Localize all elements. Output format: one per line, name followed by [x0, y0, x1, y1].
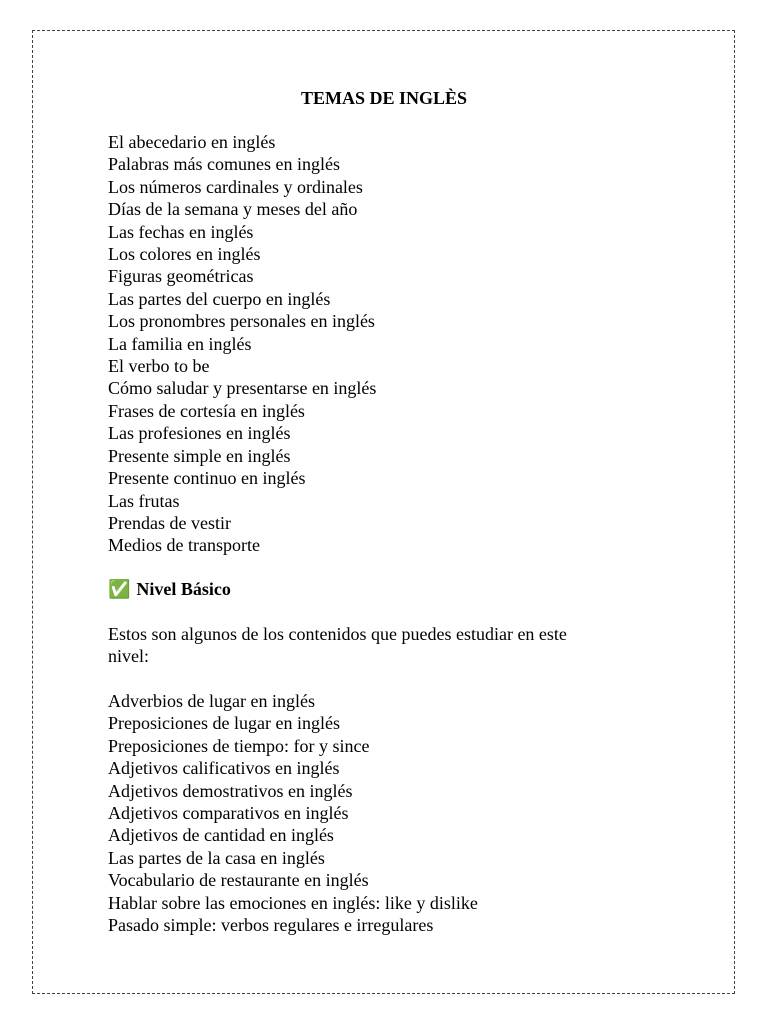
level-heading	[108, 578, 668, 600]
list-item: El verbo to be	[108, 356, 210, 377]
list-item: Adverbios de lugar en inglés	[108, 691, 315, 711]
list-item: Preposiciones de lugar en inglés	[108, 713, 340, 734]
list-item: Frases de cortesía en inglés	[108, 400, 305, 421]
list-item: Prendas de vestir	[108, 512, 231, 533]
list-item: Presente simple en inglés	[108, 445, 291, 466]
level-heading-text: Nivel Básico	[136, 579, 231, 599]
list-item: Las profesiones en inglés	[108, 423, 291, 444]
topics-list	[108, 131, 668, 557]
list-item: Presente continuo en inglés	[108, 468, 306, 489]
list-item: Las frutas	[108, 490, 180, 511]
list-item: Adjetivos demostrativos en inglés	[108, 780, 353, 801]
list-item: Palabras más comunes en inglés	[108, 154, 340, 175]
level-topics-list	[108, 690, 668, 936]
list-item: Las fechas en inglés	[108, 221, 254, 242]
list-item: La familia en inglés	[108, 333, 252, 354]
list-item: Figuras geométricas	[108, 266, 254, 287]
list-item: Adjetivos calificativos en inglés	[108, 758, 340, 779]
document-title: TEMAS DE INGLÈS	[300, 88, 468, 108]
list-item: Vocabulario de restaurante en inglés	[108, 870, 369, 891]
list-item: Medios de transporte	[108, 535, 260, 556]
intro-line: Estos son algunos de los contenidos que puedes estudiar en este	[108, 624, 567, 644]
list-item: Cómo saludar y presentarse en inglés	[108, 378, 377, 399]
list-item: El abecedario en inglés	[108, 132, 276, 152]
level-intro	[108, 623, 668, 668]
list-item: Días de la semana y meses del año	[108, 199, 358, 220]
list-item: Las partes de la casa en inglés	[108, 847, 325, 868]
list-item: Los números cardinales y ordinales	[108, 176, 363, 197]
list-item: Hablar sobre las emociones en inglés: like y dislike	[108, 892, 478, 913]
list-item: Preposiciones de tiempo: for y since	[108, 735, 370, 756]
list-item: Los colores en inglés	[108, 244, 261, 265]
list-item: Los pronombres personales en inglés	[108, 311, 375, 332]
intro-line: nivel:	[108, 646, 149, 667]
check-mark-icon: ✅	[108, 579, 131, 599]
list-item: Adjetivos de cantidad en inglés	[108, 825, 334, 846]
list-item: Adjetivos comparativos en inglés	[108, 803, 349, 824]
list-item: Las partes del cuerpo en inglés	[108, 288, 331, 309]
list-item: Pasado simple: verbos regulares e irregulares	[108, 915, 434, 936]
